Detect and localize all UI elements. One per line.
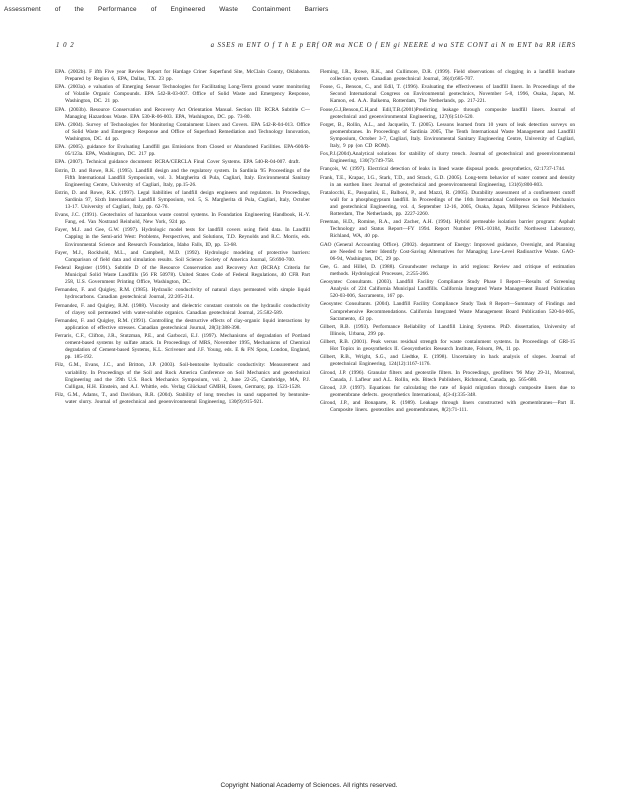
reference-entry: EPA. (2002b). F ifth Five year Review Report for Hardage Criner Superfund Site, McClain County, Oklahoma. Prepared by Region 6, EPA, Dallas, TX. 23 pp. [55,69,310,83]
running-head-word: of [54,6,61,13]
reference-entry: Fayer, M.J. and Gee, G.W. (1997). Hydrologic model tests for landfill covers using field data. In Landfill Capping in the Semi-arid West: Problems, Perspectives, and Solutions, T.D. Reynolds and R.C. Morris, eds. Environmental Science and Research Foundation, Idaho Falls, ID, pp. 53-68. [55,227,310,248]
reference-entry: EPA. (2004). Survey of Technologies for Monitoring Containment Liners and Covers. EPA 542-R-04-013. Office of Solid Waste and Emergency Response and Office of Superfund Remediation and Technology Innovation, Washington, DC. 44 pp. [55,121,310,142]
page-header [56,42,576,52]
reference-entry: Fratalocchi, E., Pasqualini, E., Balboni, P., and Mazzi, R. (2005). Durability assessment of a confinement cutoff wall for a phosphogypsum landfill. In Proceedings of the 16th International Conference on Soil Mechanics and geotechnical Engineering, vol. 4, September 12-16, 2005, Osaka, Japan, Millpress Science Publishers, Rotterdam, The Netherlands, pp. 2227-2260. [320,189,575,218]
reference-entry: Evans, J.C. (1991). Geotechnics of hazardous waste control systems. In Foundation Engineering Handbook, H.-Y. Fang, ed. Van Nostrand Reinhold, New York, 924 pp. [55,212,310,226]
reference-entry: François, W. (1997). Electrical detection of leaks in lined waste disposal ponds. geosynthetics, 62:1737-1744. [320,166,566,173]
running-head-word: Containment [252,6,291,13]
reference-entry: Federal Register (1991). Subtitle D of the Resource Conservation and Recovery Act (RCRA): Criteria for Municipal Solid Waste Landfills (56 FR 50978). United States Code of Federal Regulations, 40 CFR Part 258, U.S. Government Printing Office, Washington, DC. [55,264,310,286]
reference-entry: Foose,G.J,Benson,C.H,and Edil,T.B.(2001)Predicting leakage through composite landfill liners. Journal of geotechnical and geoenvironmental Engineering, 127(6):510-520. [320,106,575,120]
reference-entry: Estrin, D. and Rowe, R.K. (1995). Landfill design and the regulatory system. In Sardinia '95 Proceedings of the Fifth International Landfill Symposium, vol. 3. Margherita di Pula, Cagliari, Italy. Environmental Sanitary Engineering Centre, University of Cagliari, Italy, pp.15-26. [55,167,310,188]
references-right-column [320,69,575,781]
reference-entry: Freeman, H.D., Romine, R.A., and Zacher, A.H. (1994). Hybrid permeable isolation barrier program: Asphalt Technology and Status Report—FY 1994. Report Number PNL-10184, Pacific Northwest Laboratory, Richland, WA, 40 pp. [320,219,575,240]
reference-entry: Fernandez, F. and Quigley, R.M. (1988). Viscosity and dielectric constant controls on the hydraulic conductivity of clayey soil permeated with water-soluble organics. Canadian geotechnical Journal, 25:582-589. [55,302,310,316]
running-head-word: Performance [98,6,137,13]
reference-entry: Filz, G.M., Adams, T., and Davidson, R.R. (2004). Stability of long trenches in sand supported by bentonite-water slurry. Journal of geotechnical and geoenvironmental Engineering, 130(9):915-921. [55,391,310,405]
reference-entry: Fernandez, F. and Quigley, R.M. (1991). Controlling the destructive effects of clay-organic liquid interactions by application of effective stresses. Canadian geotechnical Journal, 28(3):388-398. [55,317,310,331]
reference-entry: EPA. (2007). Technical guidance document: RCRA/CERCLA Final Cover Systems. EPA 540-R-04-007. draft. [55,159,300,166]
running-head-word: Barriers [304,6,329,13]
running-head-word: Waste [219,6,239,13]
reference-entry: Fayer, M.J., Rockhold, M.L., and Campbell, M.D. (1992). Hydrologic modeling of protective barriers: Comparison of field data and simulation results. Soil Science Society of America Journal, 56:690-700. [55,249,310,263]
running-head-word: of [150,6,157,13]
reference-entry: Giroud, J.P., and Bonaparte, R. (1989). Leakage through liners constructed with geomembranes—Part II. Composite liners. geotextiles and geomembranes, 8(2):71-111. [320,399,575,414]
running-head [4,6,614,13]
reference-entry: Gilbert, R.B. (1993). Performance Reliability of Landfill Lining Systems. PhD. dissertation, University of Illinois, Urbana, 299 pp. [320,323,575,337]
copyright-footer: Copyright National Academy of Sciences. All rights reserved. [220,782,398,789]
page-number: 1 0 2 [56,42,75,49]
reference-entry: Fernandez, F. and Quigley, R.M. (1985). Hydraulic conductivity of natural clays permeated with simple liquid hydrocarbons. Canadian geotechnical Journal, 22:205-214. [55,287,310,301]
reference-entry: Gilbert, R.B., Wright, S.G., and Liedtke, E. (1998). Uncertainty in back analysis of slopes. Journal of geotechnical Engineering, 124(12):1167-1176. [320,354,575,368]
reference-entry: Frank, T.E., Krapac, I.G., Stark, T.D., and Strack, G.D. (2005). Long-term behavior of water content and density in an earthen liner. Journal of geotechnical and geoenvironmental Engineering, 131(6):800-803. [320,174,575,188]
running-head-word: Engineered [170,6,206,13]
reference-entry: GAO (General Accounting Office). (2002). department of Energy: Improved guidance, Oversight, and Planning are Needed to better Identify Cost-Saving Alternatives for Managing Low-Level Radioactive Waste. GAO-06-94, Washington, DC, 29 pp. [320,241,575,262]
reference-entry: Geosyntec Consultants. (2003). Landfill Facility Compliance Study Phase I Report—Results of Screening Analysis of 224 California Municipal Landfills. California Integrated Waste Management Board Publication 520-03-006, Sacramento, 167 pp. [320,279,575,300]
reference-entry: EPA. (2005). guidance for Evaluating Landfill gas Emissions from Closed or Abandoned Facilities. EPA-600/R-05/123a. EPA, Washington, DC. 217 pp. [55,144,310,158]
reference-entry: Giroud, J.P. (1997). Equations for calculating the rate of liquid migration through composite liners due to geomembrane defects. geosynthetics International, 4(3-4):335-348. [320,384,575,398]
reference-entry: Foose, G., Benson, C., and Edil, T. (1996). Evaluating the effectiveness of landfill liners. In Proceedings of the Second International Congress on Environmental geotechnics, November 5-8, 1996, Osaka, Japan, M. Kamon, ed. A.A. Balkema, Rotterdam, The Netherlands, pp. 217-221. [320,84,575,105]
running-head-word: the [74,6,85,13]
reference-entry: Estrin, D. and Rowe, R.K. (1997). Legal liabilities of landfill design engineers and regulators. In Proceedings, Sardinia 97, Sixth International Landfill Symposium, vol. 5, S. Margherita di Pula, Cagliari, Italy, October 13-17. University of Cagliari, Italy, pp. 62-76. [55,189,310,211]
reference-entry: EPA. (2003a). e valuation of Emerging Sensor Technologies for Facilitating Long-Term ground water monitoring of Volatile Organic Compounds. EPA 542-R-03-007. Office of Solid Waste and Emergency Response, Washington, DC. 21 pp. [55,84,310,105]
chapter-title: a SSES m ENT O f T h E p ERf OR ma NCE O f EN gi NEERE d wa STE CONT ai N m ENT ba RR iERS [210,42,576,49]
reference-entry: Forget, B., Rollin, A.L., and Jacquelin, T. (2005). Lessons learned from 10 years of leak detection surveys on geomembranes. In Proceedings of Sardinia 2005, The Tenth International Waste Management and Landfill Symposium, October 3-7, Cagliari, Italy. Environmental Sanitary Engineering Centre, University of Cagliari, Italy, 9 pp (on CD ROM). [320,121,575,150]
running-head-word: Assessment [4,6,41,13]
reference-entry: EPA. (2003b). Resource Conservation and Recovery Act Orientation Manual. Section III: RCRA Subtitle C—Managing Hazardous Waste. EPA 530-R-06-003. EPA, Washington, DC. pp. 73-80. [55,106,310,120]
references-left-column [55,69,310,781]
reference-entry: Fleming, I.R., Rowe, R.K., and Cullimore, D.R. (1999). Field observations of clogging in a landfill leachate collection system. Canadian geotechnical Journal, 36(4):685-707. [320,69,575,83]
reference-entry: Giroud, J.P. (1996). Granular filters and geotextile filters. In Proceedings, geofilters '96 May 29-31, Montreal, Canada, J. Lafleur and A.L. Rollin, eds. Bitech Publishers, Richmond, Canada, pp. 565-680. [320,369,575,383]
reference-entry: Gee, G. and Hillel, D. (1988). Groundwater recharge in arid regions: Review and critique of estimation methods. Hydrological Processes, 2:255-266. [320,263,575,277]
reference-entry: Ferraris, C.F., Clifton, J.R., Stutzman, P.E., and Garboczi, E.J. (1997). Mechanisms of degradation of Portland cement-based systems by sulfate attack. In Proceedings of MRS, November 1995, Mechanisms of Chemical degradation of Cement-based Systems, K.L. Scrivener and J.F. Young, eds. E & FN Spon, London, England, pp. 185-192. [55,332,310,361]
reference-entry: Filz, G.M., Evans, J.C., and Britton, J.P. (2003). Soil-bentonite hydraulic conductivity: Measurement and variability. In Proceedings of the Soil and Rock America Conference on Soil Mechanics and geotechnical Engineering and the 39th U.S. Rock Mechanics Symposium, vol. 2, June 22-25, Cambridge, MA, P.J. Culligan, H.H. Einstein, and A.J. Whittle, eds. Verlag Glückauf GMBH, Essen, Germany, pp. 1523-1528. [55,362,310,390]
reference-entry: Geosyntec Consultants. (2004). Landfill Facility Compliance Study Task 8 Report—Summary of Findings and Comprehensive Recommendations. California Integrated Waste Management Board Publication 520-04-005, Sacramento, 43 pp. [320,301,575,322]
reference-entry: Fox,P.J.(2004).Analytical solutions for stability of slurry trench. Journal of geotechnical and geoenvironmental Engineering, 130(7):749-758. [320,151,575,165]
reference-entry: Gilbert, R.B. (2001). Peak versus residual strength for waste containment systems. In Proceedings of GRI-15 Hot Topics in geosynthetics II. Geosynthetics Research Institute, Folsom, PA, 11 pp. [320,339,575,353]
